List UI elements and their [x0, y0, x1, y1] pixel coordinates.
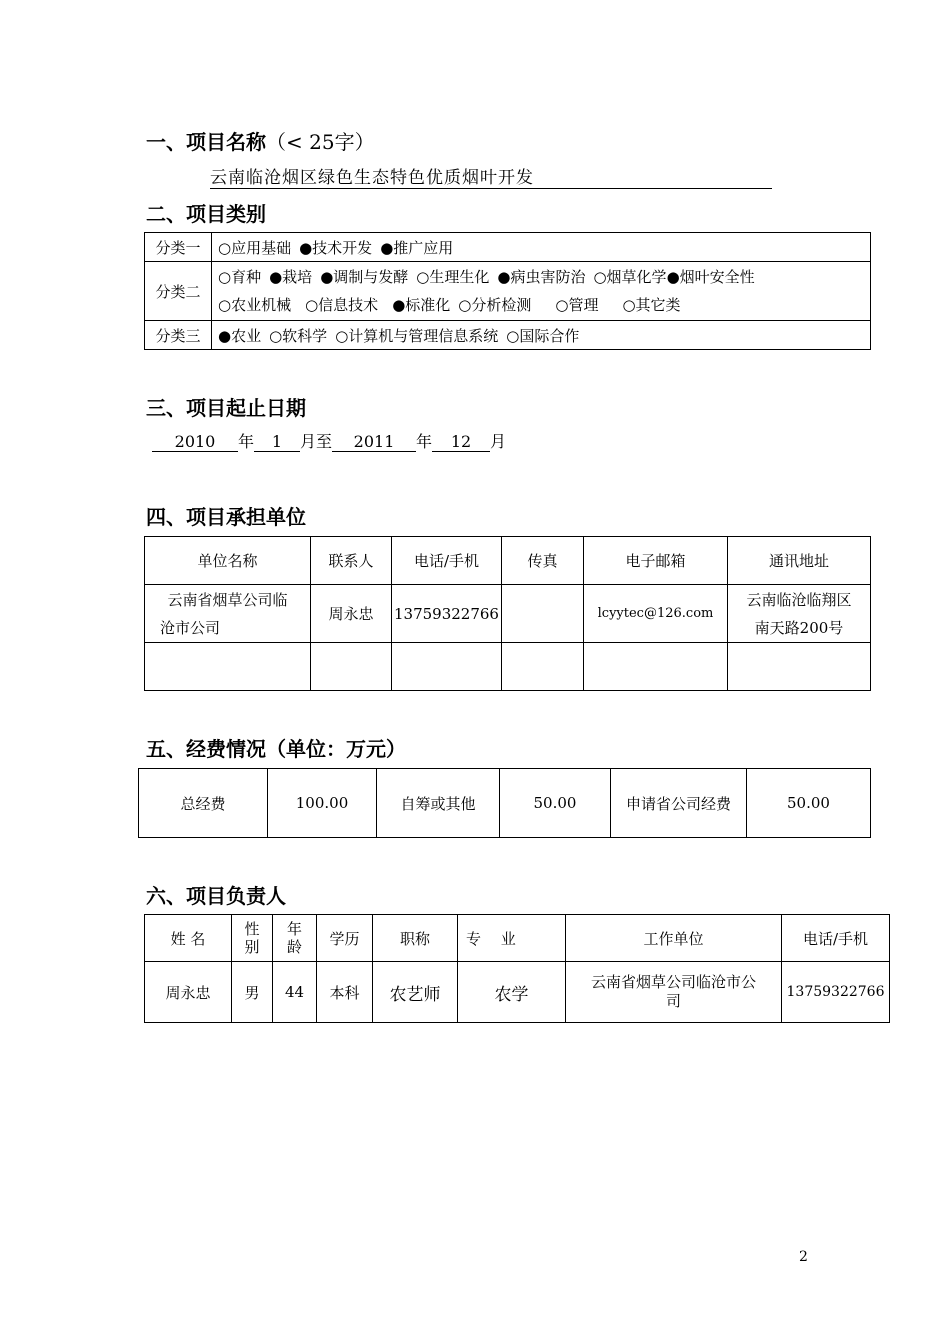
empty-cell	[502, 643, 584, 691]
leader-table	[144, 914, 890, 1023]
funding-table	[138, 768, 871, 838]
end-month: 12	[432, 432, 490, 452]
leader-header-work: 工作单位	[566, 915, 782, 962]
project-dates: 2010 年 1 月至 2011 年 12 月	[152, 429, 506, 452]
leader-age: 44	[273, 962, 317, 1023]
section-5-heading: 五、经费情况（单位：万元）	[146, 737, 406, 761]
leader-header-education: 学历	[317, 915, 373, 962]
leader-sex: 男	[232, 962, 273, 1023]
empty-cell	[728, 643, 871, 691]
unit-header-address: 通讯地址	[728, 537, 871, 585]
leader-major: 农学	[458, 962, 566, 1023]
category-table	[144, 232, 871, 350]
section-3-heading: 三、项目起止日期	[146, 396, 306, 420]
empty-cell	[584, 643, 728, 691]
category-1-label: 分类一	[145, 233, 212, 262]
unit-email: lcyytec@126.com	[584, 585, 728, 643]
section-1-heading: 一、项目名称（< 25字）	[146, 130, 375, 154]
funding-total-label: 总经费	[139, 769, 268, 838]
category-2-options: ○育种 ●栽培 ●调制与发酵 ○生理生化 ●病虫害防治 ○烟草化学●烟叶安全性 ○农业机械 ○信息技术 ●标准化 ○分析检测 ○管理 ○其它类	[212, 262, 871, 321]
unit-header-name: 单位名称	[145, 537, 311, 585]
empty-cell	[145, 643, 311, 691]
category-3-options: ●农业 ○软科学 ○计算机与管理信息系统 ○国际合作	[212, 321, 871, 350]
section-2-heading: 二、项目类别	[146, 202, 266, 226]
unit-header-phone: 电话/手机	[392, 537, 502, 585]
funding-self-label: 自筹或其他	[377, 769, 500, 838]
start-year: 2010	[152, 432, 238, 452]
unit-name: 云南省烟草公司临 沧市公司	[145, 585, 311, 643]
empty-cell	[392, 643, 502, 691]
funding-total-value: 100.00	[268, 769, 377, 838]
leader-header-sex: 性 别	[232, 915, 273, 962]
unit-fax	[502, 585, 584, 643]
funding-province-label: 申请省公司经费	[611, 769, 747, 838]
category-3-label: 分类三	[145, 321, 212, 350]
unit-header-email: 电子邮箱	[584, 537, 728, 585]
leader-phone: 13759322766	[782, 962, 890, 1023]
leader-header-phone: 电话/手机	[782, 915, 890, 962]
leader-header-title: 职称	[373, 915, 458, 962]
leader-header-age: 年 龄	[273, 915, 317, 962]
category-1-options: ○应用基础 ●技术开发 ●推广应用	[212, 233, 871, 262]
leader-title: 农艺师	[373, 962, 458, 1023]
page-number: 2	[799, 1249, 808, 1265]
end-year: 2011	[332, 432, 416, 452]
unit-table	[144, 536, 871, 691]
leader-work-unit: 云南省烟草公司临沧市公 司	[566, 962, 782, 1023]
unit-phone: 13759322766	[392, 585, 502, 643]
leader-header-name: 姓 名	[145, 915, 232, 962]
section-6-heading: 六、项目负责人	[146, 884, 286, 908]
unit-contact: 周永忠	[311, 585, 392, 643]
leader-name: 周永忠	[145, 962, 232, 1023]
funding-self-value: 50.00	[500, 769, 611, 838]
project-name: 云南临沧烟区绿色生态特色优质烟叶开发	[210, 163, 772, 189]
leader-education: 本科	[317, 962, 373, 1023]
category-2-label: 分类二	[145, 262, 212, 321]
empty-cell	[311, 643, 392, 691]
funding-province-value: 50.00	[747, 769, 871, 838]
unit-address: 云南临沧临翔区 南天路200号	[728, 585, 871, 643]
unit-header-contact: 联系人	[311, 537, 392, 585]
section-4-heading: 四、项目承担单位	[146, 505, 306, 529]
unit-header-fax: 传真	[502, 537, 584, 585]
start-month: 1	[254, 432, 300, 452]
leader-header-major: 专 业	[458, 915, 566, 962]
